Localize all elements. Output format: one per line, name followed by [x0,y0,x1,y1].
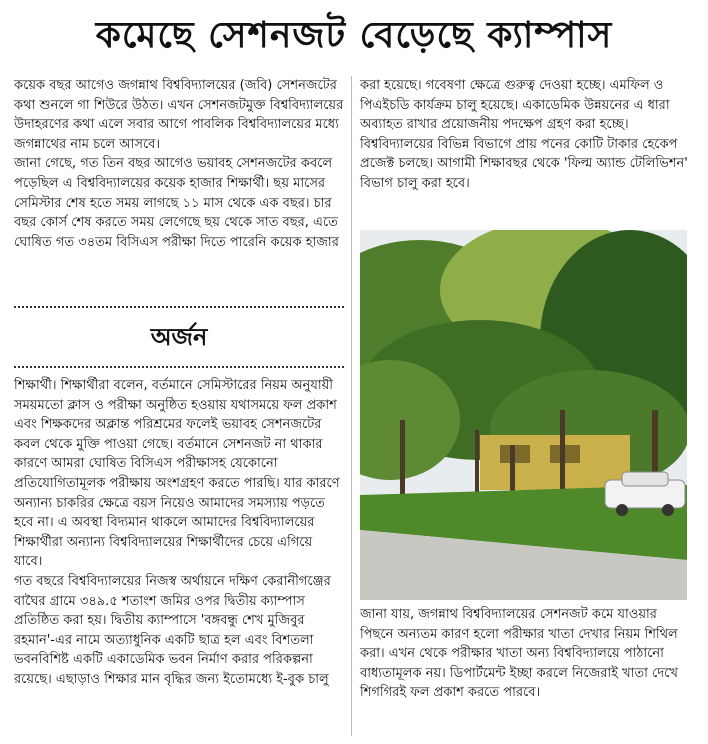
dotted-rule-bottom [14,366,344,368]
car-wheel [662,504,674,516]
car-roof [622,472,668,486]
paragraph: গত বছরে বিশ্ববিদ্যালয়ের নিজস্ব অর্থায়নে দক্ষিণ কেরানীগঞ্জের বাঘৈর গ্রামে ৩৪৯.৫ শতাংশ জমির ওপর দ্বিতীয় ক্যাম্পাস প্রতিষ্ঠিত করা হয়। দ্বিতীয় ক্যাম্পাসে 'বঙ্গবন্ধু শেখ মুজিবুর রহমান'-এর নামে অত্যাধুনিক একটি ছাত্র হল এবং বিশতলা ভবনবিশিষ্ট একটি একাডেমিক ভবন নির্মাণ করার পরিকল্পনা রয়েছে। এছাড়াও শিক্ষার মান বৃদ্ধির জন্য ইতোমধ্যে ই-বুক চালু [14,573,331,687]
paragraph: জানা যায়, জগন্নাথ বিশ্ববিদ্যালয়ের সেশনজট কমে যাওয়ার পিছনে অন্যতম কারণ হলো পরীক্ষার খাতা দেখার নিয়ম শিথিল করা। এখন থেকে পরীক্ষার খাতা অন্য বিশ্ববিদ্যালয়ে পাঠানো বাধ্যতামূলক নয়। ডিপার্টমেন্ট ইচ্ছা করলে নিজেরাই খাতা দেখে শিগগিরই ফল প্রকাশ করতে পারবে। [360,607,678,701]
headline: কমেছে সেশনজট বেড়েছে ক্যাম্পাস [95,15,613,56]
subheading: অর্জন [150,323,208,351]
paragraph: শিক্ষার্থী। শিক্ষার্থীরা বলেন, বর্তমানে সেমিস্টারের নিয়ম অনুযায়ী সময়মতো ক্লাস ও পরীক্ষা অনুষ্ঠিত হওয়ায় যথাসময়ে ফল প্রকাশ এবং শিক্ষকদের অক্লান্ত পরিশ্রমের ফলেই ভয়াবহ সেশনজটের কবল থেকে মুক্তি পাওয়া গেছে। বর্তমানে সেশনজট না থাকার কারণে আমরা ঘোষিত বিসিএস পরীক্ষাসহ যেকোনো প্রতিযোগিতামূলক পরীক্ষায় অংশগ্রহণ করতে পারছি। যার কারণে অন্যান্য চাকরির ক্ষেত্রে বয়স নিয়েও আমাদের সমস্যায় পড়তে হবে না। এ অবস্থা বিদ্যমান থাকলে আমাদের বিশ্ববিদ্যালয়ের শিক্ষার্থীরা অন্যান্য বিশ্ববিদ্যালয়ের শিক্ষার্থীদের চেয়ে এগিয়ে যাবে। [14,378,340,570]
campus-photo [360,230,687,600]
car-wheel [616,504,628,516]
left-column-top [14,76,344,252]
paragraph: কয়েক বছর আগেও জগন্নাথ বিশ্ববিদ্যালয়ের (জবি) সেশনজটের কথা শুনলে গা শিউরে উঠত। এখন সেশনজটমুক্ত বিশ্ববিদ্যালয়ের উদাহরণের কথা এলে সবার আগে পাবলিক বিশ্ববিদ্যালয়ের মধ্যে জগন্নাথের নাম চলে আসবে। [14,78,344,152]
dotted-rule-top [14,306,344,308]
right-column-top [360,76,694,194]
campus-trees-photo-icon [360,230,687,600]
right-column-bottom [360,605,694,703]
paragraph: করা হয়েছে। গবেষণা ক্ষেত্রে গুরুত্ব দেওয়া হচ্ছে। এমফিল ও পিএইচডি কার্যক্রম চালু হয়েছে। একাডেমিক উন্নয়নের এ ধারা অব্যাহত রাখার প্রয়োজনীয় পদক্ষেপ গ্রহণ করা হচ্ছে। বিশ্ববিদ্যালয়ের বিভিন্ন বিভাগে প্রায় পনের কোটি টাকার হেকেপ প্রজেক্ট চলছে। আগামী শিক্ষাবছর থেকে 'ফিল্ম অ্যান্ড টেলিভিশন' বিভাগ চালু করা হবে। [360,78,688,191]
paragraph: জানা গেছে, গত তিন বছর আগেও ভয়াবহ সেশনজটের কবলে পড়েছিল এ বিশ্ববিদ্যালয়ের কয়েক হাজার শিক্ষার্থী। ছয় মাসের সেমিস্টার শেষ হতে সময় লাগছে ১১ মাস থেকে এক বছর। চার বছর কোর্স শেষ করতে সময় লেগেছে ছয় থেকে সাত বছর, এতে ঘোষিত গত ৩৪তম বিসিএস পরীক্ষা দিতে পারেনি কয়েক হাজার [14,156,339,250]
left-column-bottom [14,376,344,690]
column-divider [351,76,352,736]
